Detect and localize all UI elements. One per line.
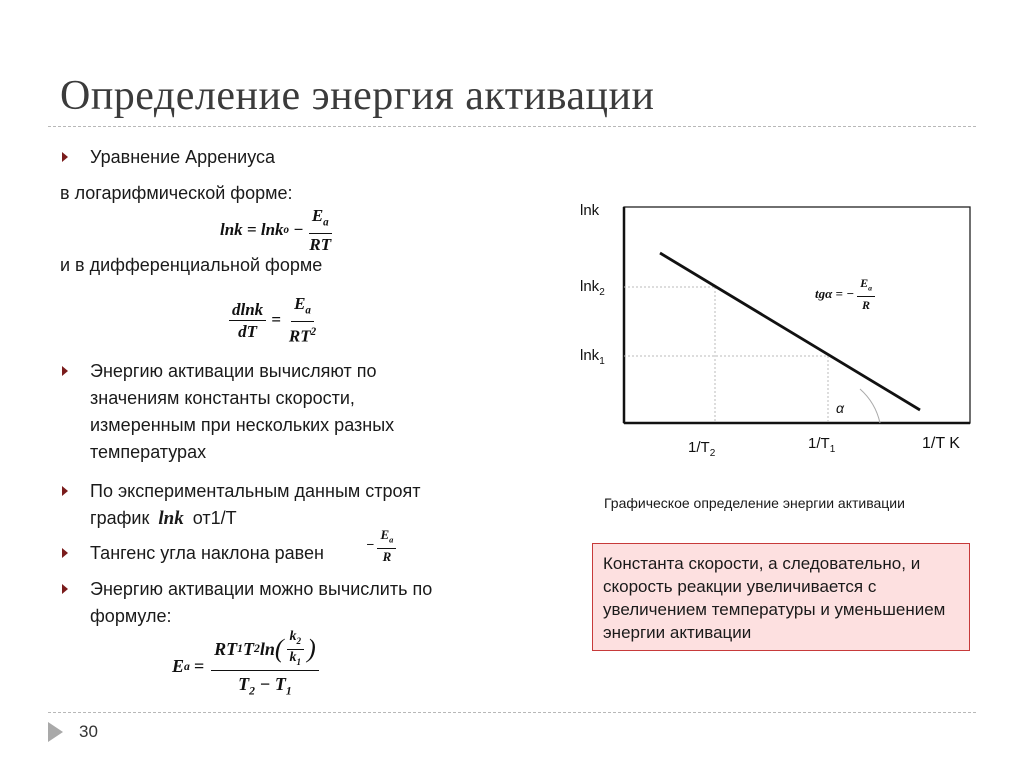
formula-fraction: RT 1 T 2 ln ( $\frac{k_2}{k_1}$ ) $T_2 - T_1$ [211,630,319,703]
y-axis-label: lnk [580,202,600,219]
frac-num: dlnk [229,300,266,321]
num-ln: ln [259,639,275,660]
formula-minus: − [366,537,375,553]
num-rt: RT [214,639,238,660]
frac-num-sub: a [868,283,873,293]
arrhenius-plot [560,190,990,470]
slide-title: Определение энергия активации [60,73,655,119]
den-sub1: 1 [285,684,292,698]
frac-den: R [382,548,392,564]
slope-lhs: tgα = − [815,286,855,302]
inner-fraction [287,630,305,669]
bullet-marker-icon [62,152,68,162]
inner-num-sub: 2 [296,635,302,646]
bullet-graph-line1: По экспериментальным данным строят [90,481,421,501]
inner-den: k [289,649,297,665]
frac-den: RT [309,235,332,255]
frac-den-sup: 2 [310,326,317,339]
bullet-marker-icon [62,366,68,376]
bullet-compute-line1: Энергию активации можно вычислить по [90,579,433,599]
bullet-marker-icon [62,486,68,496]
frac-num: E [380,527,390,542]
formula-lhs: E [172,656,185,677]
formula-sub: o [283,224,290,237]
angle-arc [860,389,880,423]
note-box: Константа скорости, а следовательно, и скорость реакции увеличивается с увеличением температуры и уменьшением энергии активации [592,543,970,651]
chart-caption: Графическое определение энергии активации [604,495,905,511]
plot-frame [624,207,970,423]
num-sub1: 1 [237,642,243,656]
x-axis-label: 1/T K [922,435,960,452]
x-tick-t1: $1/T_1$ [808,435,836,455]
frac-num: E [311,206,324,225]
angle-label: α [836,400,844,416]
frac-den: RT [288,327,311,347]
title-divider [48,126,976,127]
bullet-compute-line2: формуле: [90,606,172,626]
regression-line [660,253,920,410]
diff-form-label: и в дифференциальной форме [60,255,323,275]
den-sub2: 2 [249,684,255,698]
bullet-marker-icon [62,548,68,558]
den-t: T [238,673,250,694]
graph-prefix: график [90,508,150,528]
arrhenius-diff-formula [226,294,322,346]
formula-equals: = [271,310,281,330]
formula-equals: = [193,656,205,677]
y-tick-lnk2: lnk$_2$ [580,278,605,298]
page-number: 30 [79,722,98,741]
arrhenius-log-formula [220,206,337,254]
inner-num: k [289,629,297,644]
frac-num-sub: a [305,304,311,317]
activation-energy-formula [172,630,322,703]
bullet-arrhenius: Уравнение Аррениуса [90,147,276,167]
bullet-graph-line2 [90,505,237,532]
log-form-label: в логарифмической форме: [60,183,293,203]
frac-den: R [862,298,871,313]
footer-divider [48,712,976,713]
bullet-activation-line3: измеренным при нескольких разных [90,415,395,435]
formula-lhs: lnk = lnk [220,220,284,240]
tangent-formula [366,528,399,564]
formula-minus: − [293,220,304,240]
bullet-marker-icon [62,584,68,594]
slope-fraction [857,276,875,312]
frac-num-sub: a [389,534,394,545]
y-tick-lnk1: lnk$_1$ [580,347,605,367]
x-tick-t2: $1/T_2$ [688,439,716,459]
bullet-tangent: Тангенс угла наклона равен [90,543,324,563]
den-minus-t: − T [254,673,286,694]
graph-suffix: от1/T [192,508,237,528]
formula-fraction-left [229,300,266,341]
bullet-activation-line4: температурах [90,442,207,462]
graph-lnk-math: lnk [158,508,184,529]
formula-lhs-sub: a [184,660,190,674]
frac-num: E [860,276,869,290]
frac-num: E [294,294,306,313]
num-sub2: 2 [253,642,260,656]
frac-num-sub: a [323,216,329,229]
frac-den: dT [238,321,258,341]
inner-den-sub: 1 [296,656,302,667]
slide-nav-arrow-icon[interactable] [48,722,63,742]
bullet-activation-line2: значениям константы скорости, [90,388,355,408]
formula-fraction [377,528,396,564]
formula-fraction-right [286,294,319,346]
slope-formula [815,276,878,312]
formula-fraction [306,206,334,254]
bullet-activation-line1: Энергию активации вычисляют по [90,361,377,381]
num-t: T [242,639,254,660]
